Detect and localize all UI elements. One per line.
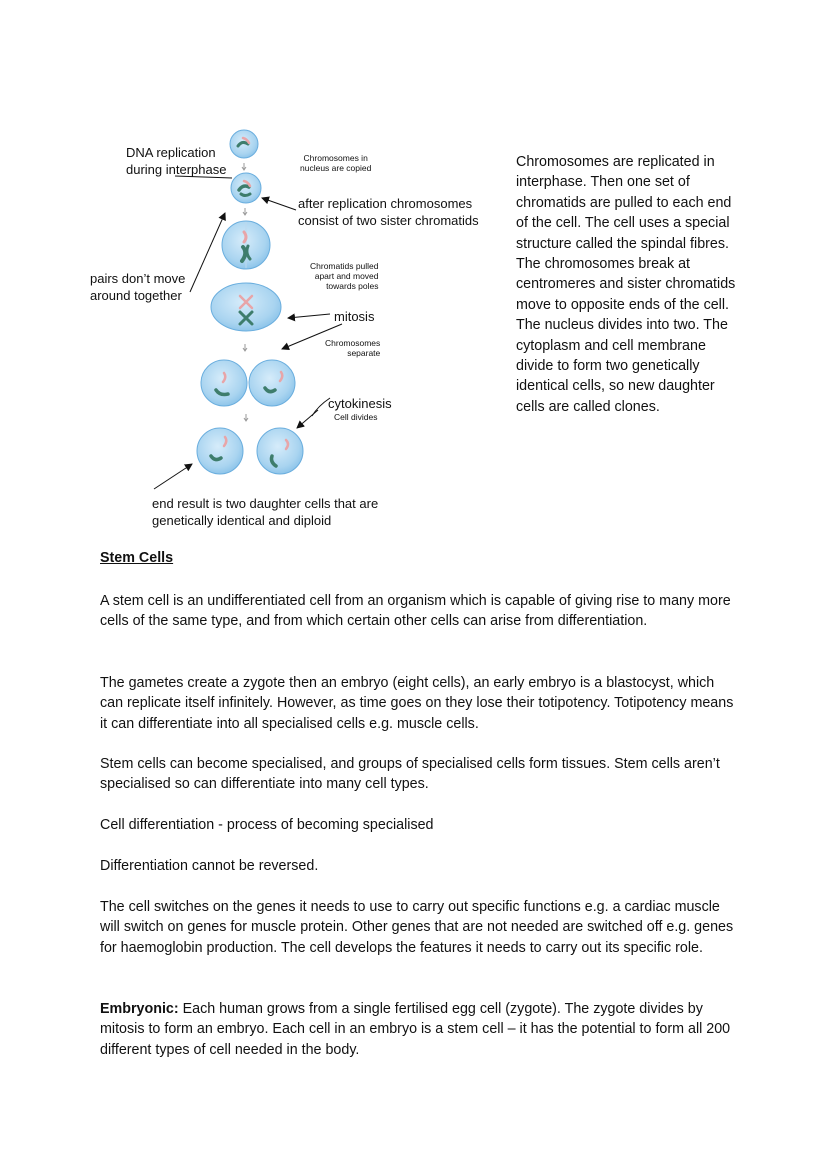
cell-replicated <box>231 173 261 203</box>
cell-interphase <box>230 130 258 158</box>
label-pairs-dont-move: pairs don’t move around together <box>90 271 186 303</box>
embryonic-text: Each human grows from a single fertilised egg cell (zygote). The zygote divides by mitosis to form an embryo. Each cell in an embryo is a stem cell – it has the potential to form all 200 different types of cell needed in the body. <box>100 1001 731 1058</box>
step-arrow-3 <box>243 344 247 351</box>
pointer-mitosis-1 <box>288 314 330 318</box>
paragraph-differentiation-definition: Cell differentiation - process of becoming specialised <box>100 817 434 833</box>
paragraph-definition: A stem cell is an undifferentiated cell from an organism which is capable of giving rise to many more cells of the same type, and from which certain other cells can arise from differentiation. <box>100 593 731 630</box>
label-dna-replication: DNA replication during interphase <box>126 145 227 177</box>
caption-chromatids-pulled: Chromatids pulled apart and moved towards poles <box>310 261 379 291</box>
section-heading-stem-cells: Stem Cells <box>100 550 174 566</box>
caption-chromosomes-copied: Chromosomes in nucleus are copied <box>300 153 372 173</box>
pointer-cytokinesis-2 <box>297 410 318 428</box>
cell-anaphase <box>211 283 281 331</box>
label-mitosis: mitosis <box>334 309 375 324</box>
label-cytokinesis: cytokinesis <box>328 396 392 411</box>
paragraph-irreversible: Differentiation cannot be reversed. <box>100 858 319 874</box>
caption-cell-divides: Cell divides <box>334 412 378 422</box>
step-arrow-1 <box>242 163 246 170</box>
embryonic-term: Embryonic: <box>100 1001 179 1017</box>
label-end-result: end result is two daughter cells that are genetically identical and diploid <box>152 496 379 528</box>
pointer-end-result <box>154 464 192 489</box>
paragraph-totipotency: The gametes create a zygote then an embryo (eight cells), an early embryo is a blastocyst, which can replicate itself infinitely. However, as time goes on they lose their totipotency. Totipotency means it can differentiate into all specialised cells e.g. muscle cells. <box>100 675 734 732</box>
label-after-replication: after replication chromosomes consist of two sister chromatids <box>298 196 479 228</box>
paragraph-specialised: Stem cells can become specialised, and groups of specialised cells form tissues. Stem cells aren’t specialised so can differentiate into many cell types. <box>100 756 720 793</box>
cell-metaphase <box>222 221 270 269</box>
paragraph-gene-switching: The cell switches on the genes it needs to use to carry out specific functions e.g. a cardiac muscle will switch on genes for muscle protein. Other genes that are not needed are switched off e.g. genes for haemoglobin production. The cell develops the features it needs to carry out its specific role. <box>100 899 734 956</box>
step-arrow-4 <box>244 414 248 421</box>
cell-telophase <box>201 360 295 406</box>
mitosis-explanation: Chromosomes are replicated in interphase. Then one set of chromatids are pulled to each end of the cell. The cell uses a special structure called the spindal fibres. The chromosomes break at centromeres and sister chromatids move to opposite ends of the cell. The nucleus divides into two. The cytoplasm and cell membrane divide to form two genetically identical cells, so new daughter cells are called clones. <box>516 154 736 415</box>
caption-chromosomes-separate: Chromosomes separate <box>325 338 381 358</box>
paragraph-embryonic <box>100 999 740 1060</box>
pointer-after-replication <box>262 198 296 210</box>
daughter-cells <box>197 428 303 474</box>
pointer-pairs <box>190 213 225 292</box>
step-arrow-2 <box>243 208 247 215</box>
